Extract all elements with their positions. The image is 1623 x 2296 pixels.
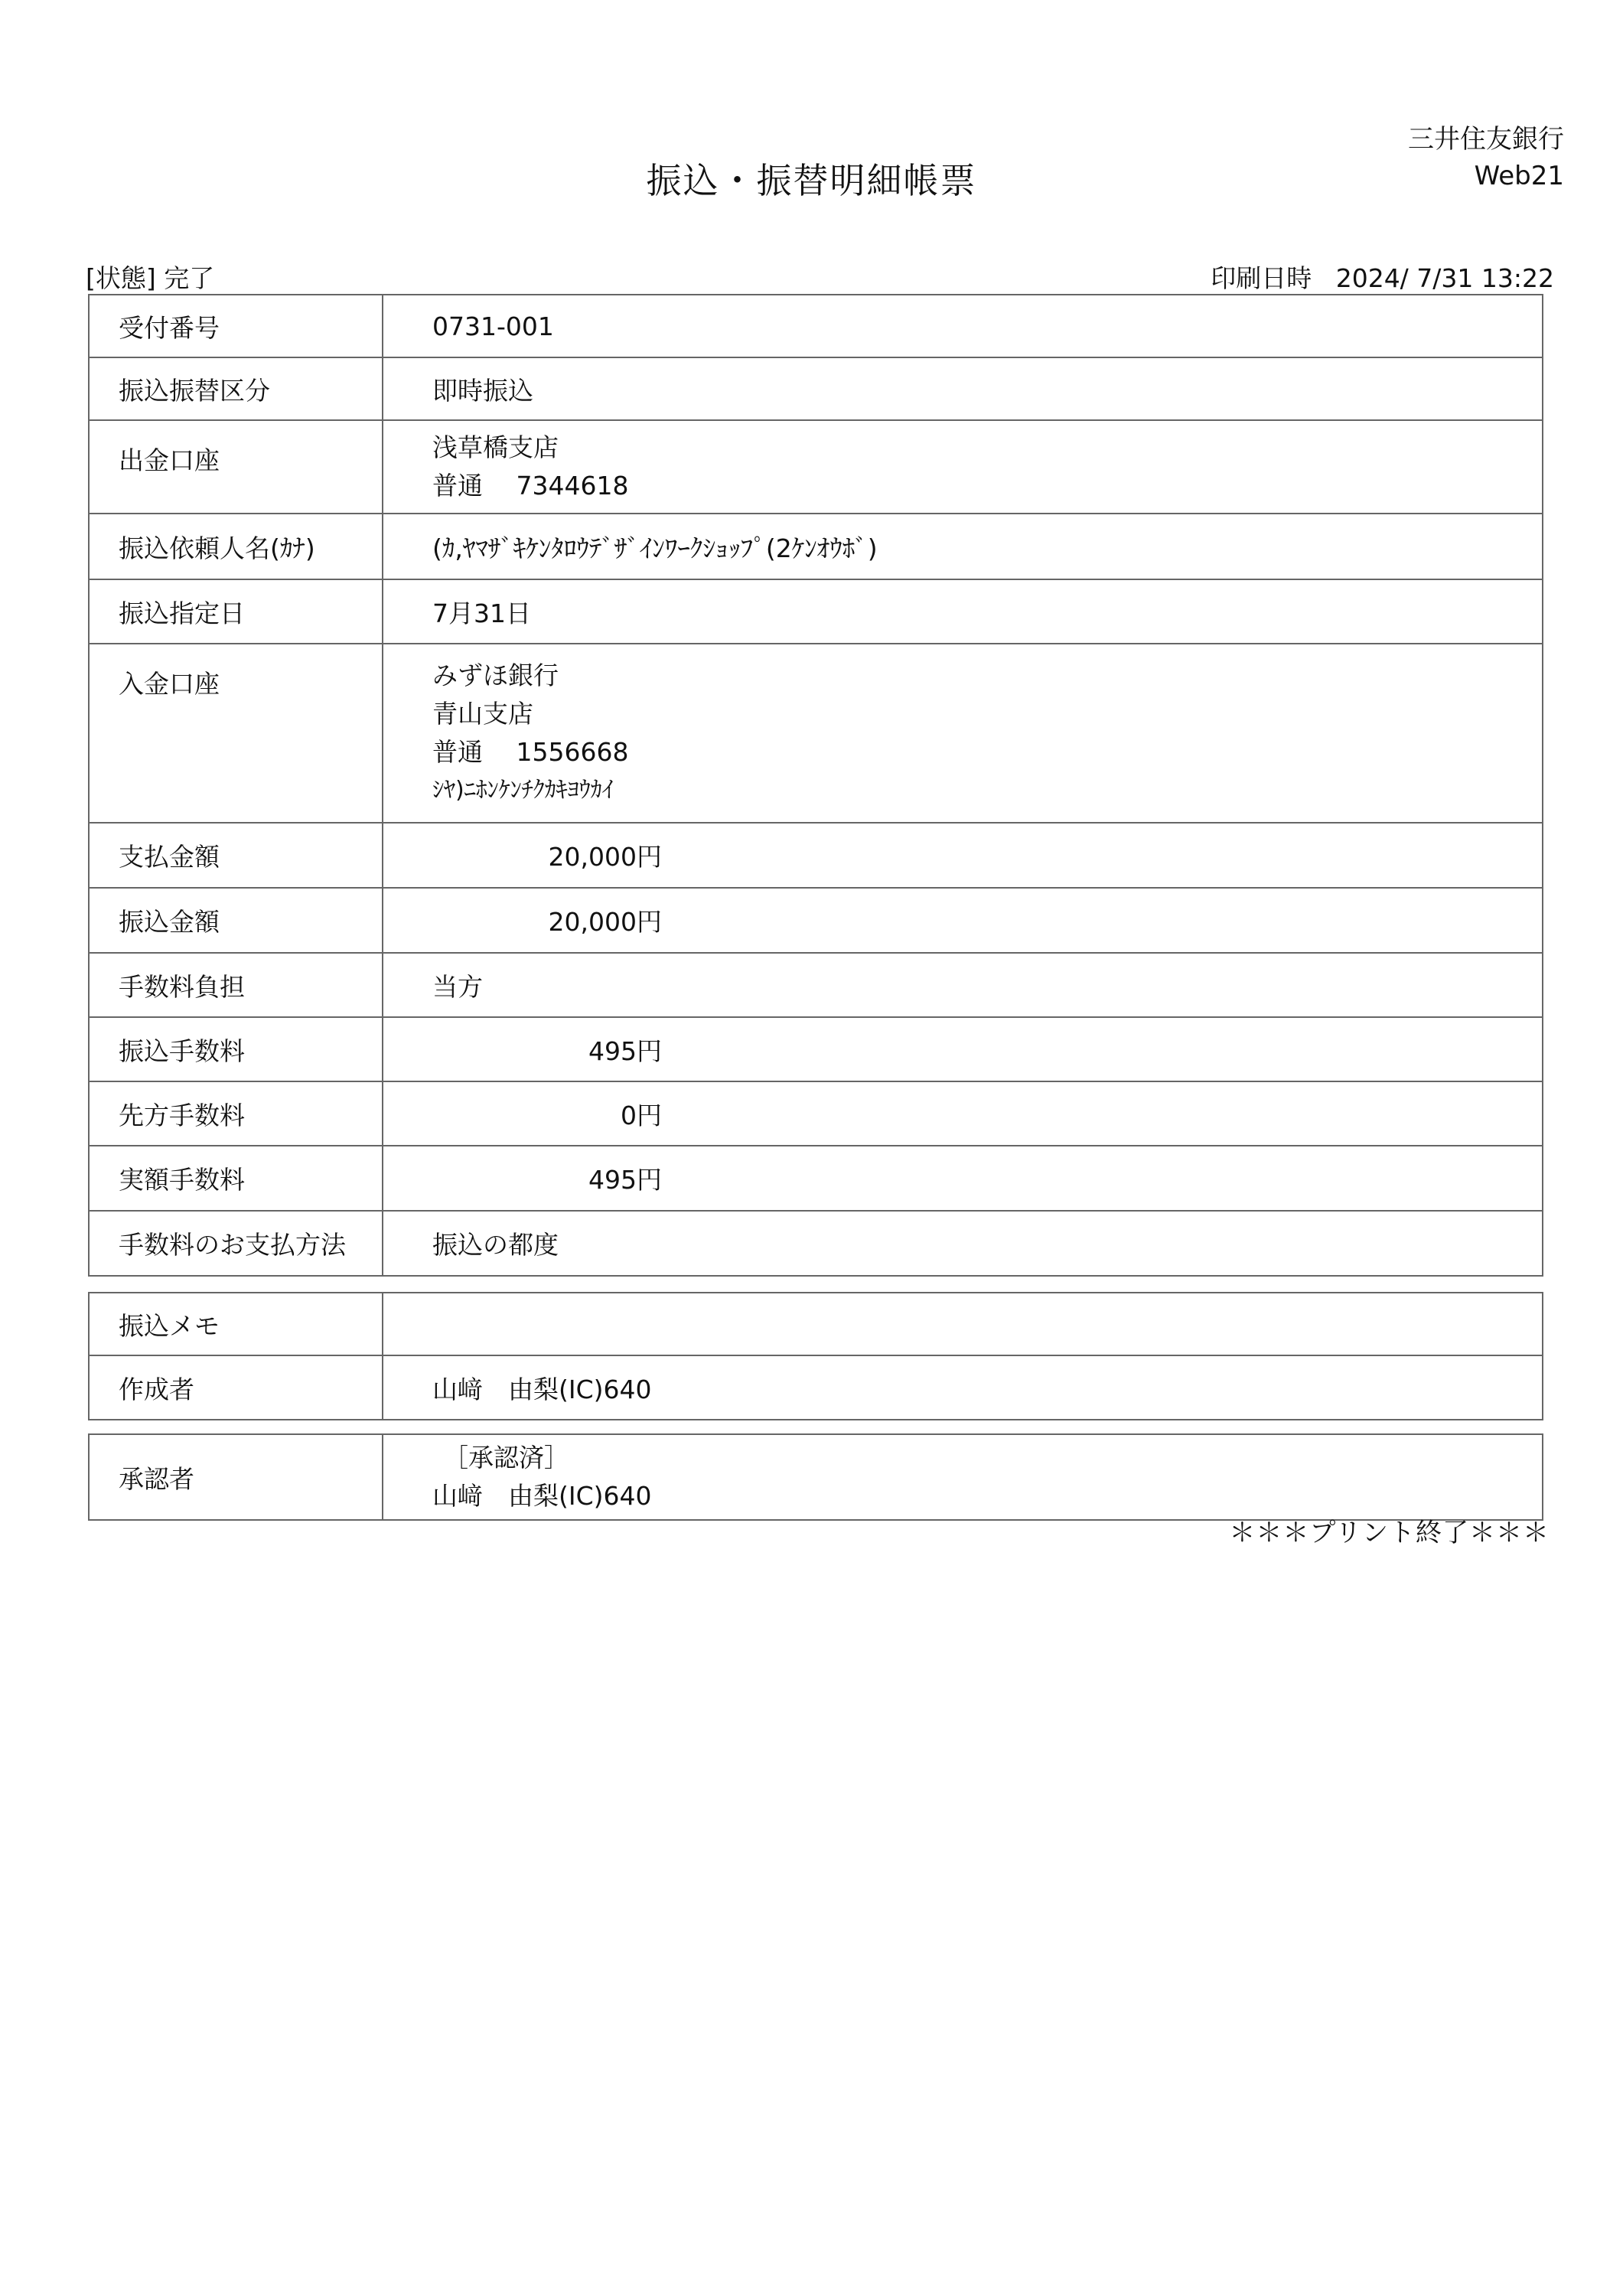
transfer-fee-value: 495円 bbox=[588, 1035, 662, 1066]
table-row bbox=[89, 295, 1543, 357]
status-line bbox=[86, 259, 214, 295]
transfer-date-label: 振込指定日 bbox=[89, 579, 383, 644]
payment-amount-label: 支払金額 bbox=[89, 823, 383, 888]
table-row bbox=[89, 1434, 1543, 1520]
recipient-fee-label: 先方手数料 bbox=[89, 1081, 383, 1146]
transfer-date-value: 7月31日 bbox=[383, 579, 1543, 644]
transfer-type-label: 振込振替区分 bbox=[89, 357, 383, 420]
transfer-type-value: 即時振込 bbox=[383, 357, 1543, 420]
fee-method-value: 振込の都度 bbox=[383, 1211, 1543, 1276]
credit-bank: みずほ銀行 bbox=[432, 660, 559, 690]
approver-name: 山﨑 由梨(IC)640 bbox=[432, 1481, 652, 1511]
memo-label: 振込メモ bbox=[89, 1293, 383, 1355]
page-title: 振込・振替明細帳票 bbox=[646, 160, 977, 201]
status-value: 完了 bbox=[164, 263, 215, 293]
table-row bbox=[89, 888, 1543, 953]
requester-kana-label: 振込依頼人名(ｶﾅ) bbox=[89, 514, 383, 579]
table-row bbox=[89, 1211, 1543, 1276]
debit-branch: 浅草橋支店 bbox=[432, 432, 559, 462]
fee-method-label: 手数料のお支払方法 bbox=[89, 1211, 383, 1276]
requester-kana-value: (ｶ,ﾔﾏｻﾞｷｹﾝﾀﾛｳﾃﾞｻﾞｲﾝﾜｰｸｼｮｯﾌﾟ(2ｹﾝｵｳﾎﾞ) bbox=[383, 514, 1543, 579]
table-row bbox=[89, 1355, 1543, 1420]
table-row bbox=[89, 579, 1543, 644]
approval-table bbox=[88, 1433, 1543, 1521]
memo-table bbox=[88, 1292, 1543, 1420]
table-row bbox=[89, 1293, 1543, 1355]
table-row bbox=[89, 514, 1543, 579]
actual-fee-value: 495円 bbox=[588, 1165, 662, 1195]
credit-account-number: 普通 1556668 bbox=[432, 737, 629, 767]
transfer-amount-value: 20,000円 bbox=[548, 907, 662, 937]
fee-bearer-value: 当方 bbox=[383, 953, 1543, 1017]
credit-branch: 青山支店 bbox=[432, 699, 533, 729]
bank-name: 三井住友銀行 bbox=[1408, 124, 1564, 155]
table-row bbox=[89, 644, 1543, 823]
status-label: [状態] bbox=[86, 263, 156, 293]
detail-table bbox=[88, 294, 1543, 1277]
table-row bbox=[89, 420, 1543, 514]
print-end-marker: ＊＊＊プリント終了＊＊＊ bbox=[1229, 1518, 1550, 1548]
credit-account-label: 入金口座 bbox=[89, 644, 383, 823]
memo-value bbox=[383, 1293, 1543, 1355]
print-label: 印刷日時 bbox=[1211, 263, 1312, 293]
payment-amount-value: 20,000円 bbox=[548, 842, 662, 872]
fee-bearer-label: 手数料負担 bbox=[89, 953, 383, 1017]
debit-account-value bbox=[383, 420, 1543, 514]
recipient-fee-value: 0円 bbox=[621, 1100, 662, 1130]
debit-account-number: 普通 7344618 bbox=[432, 471, 629, 501]
service-name: Web21 bbox=[1474, 161, 1564, 191]
table-row bbox=[89, 1146, 1543, 1211]
receipt-no-label: 受付番号 bbox=[89, 295, 383, 357]
table-row bbox=[89, 823, 1543, 888]
table-row bbox=[89, 953, 1543, 1017]
creator-value: 山﨑 由梨(IC)640 bbox=[383, 1355, 1543, 1420]
approver-label: 承認者 bbox=[89, 1434, 383, 1520]
receipt-no-value: 0731-001 bbox=[383, 295, 1543, 357]
print-datetime bbox=[1211, 259, 1554, 295]
table-row bbox=[89, 357, 1543, 420]
creator-label: 作成者 bbox=[89, 1355, 383, 1420]
debit-account-label: 出金口座 bbox=[89, 420, 383, 514]
credit-holder: ｼﾔ)ﾆﾎﾝｹﾝﾁｸｶｷﾖｳｶｲ bbox=[432, 777, 614, 804]
approval-status: ［承認済］ bbox=[443, 1443, 569, 1473]
table-row bbox=[89, 1081, 1543, 1146]
print-value: 2024/ 7/31 13:22 bbox=[1335, 263, 1554, 293]
transfer-amount-label: 振込金額 bbox=[89, 888, 383, 953]
transfer-fee-label: 振込手数料 bbox=[89, 1017, 383, 1081]
approver-value bbox=[383, 1434, 1543, 1520]
table-row bbox=[89, 1017, 1543, 1081]
actual-fee-label: 実額手数料 bbox=[89, 1146, 383, 1211]
credit-account-value bbox=[383, 644, 1543, 823]
